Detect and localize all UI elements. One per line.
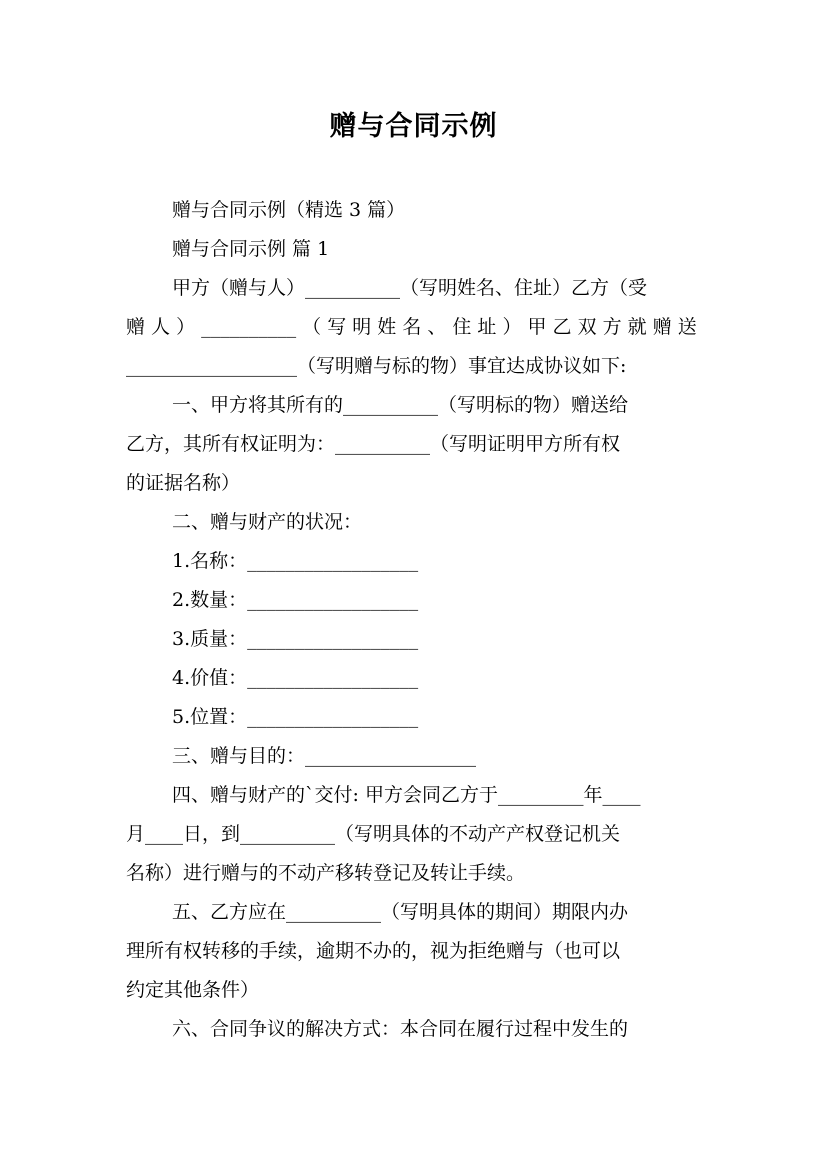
paragraph-line: 赠 人 ） __________ （ 写 明 姓 名 、 住 址 ） 甲 乙 双 方 就 赠 送 bbox=[126, 316, 697, 338]
paragraph-line: 六、合同争议的解决方式：本合同在履行过程中发生的 bbox=[172, 1018, 629, 1040]
paragraph-line: 4.价值：__________________ bbox=[172, 667, 419, 689]
paragraph-line: 一、甲方将其所有的__________（写明标的物）赠送给 bbox=[172, 394, 629, 416]
paragraph-line: 乙方，其所有权证明为：__________（写明证明甲方所有权 bbox=[126, 433, 621, 455]
paragraph-line: 五、乙方应在__________（写明具体的期间）期限内办 bbox=[172, 901, 629, 923]
paragraph-line: __________________（写明赠与标的物）事宜达成协议如下: bbox=[126, 355, 627, 377]
paragraph-line: 5.位置：__________________ bbox=[172, 706, 419, 728]
paragraph-line: 1.名称：__________________ bbox=[172, 550, 419, 572]
paragraph-line: 2.数量：__________________ bbox=[172, 589, 419, 611]
paragraph-line: 四、赠与财产的`交付: 甲方会同乙方于_________年____ bbox=[172, 784, 641, 806]
paragraph-line: 甲方（赠与人）__________（写明姓名、住址）乙方（受 bbox=[172, 277, 648, 299]
paragraph-line: 名称）进行赠与的不动产移转登记及转让手续。 bbox=[126, 862, 526, 884]
paragraph-line: 的证据名称） bbox=[126, 472, 241, 494]
paragraph-line: 约定其他条件） bbox=[126, 979, 260, 1001]
paragraph-line: 3.质量：__________________ bbox=[172, 628, 419, 650]
paragraph-line: 二、赠与财产的状况： bbox=[172, 511, 363, 533]
paragraph-line: 赠与合同示例（精选 3 篇） bbox=[172, 199, 406, 221]
paragraph-line: 月____日，到__________（写明具体的不动产产权登记机关 bbox=[126, 823, 621, 845]
paragraph-line: 三、赠与目的：__________________ bbox=[172, 745, 477, 767]
paragraph-line: 赠与合同示例 篇 1 bbox=[172, 238, 330, 260]
paragraph-line: 理所有权转移的手续，逾期不办的，视为拒绝赠与（也可以 bbox=[126, 940, 621, 962]
document-title: 赠与合同示例 bbox=[329, 111, 498, 142]
